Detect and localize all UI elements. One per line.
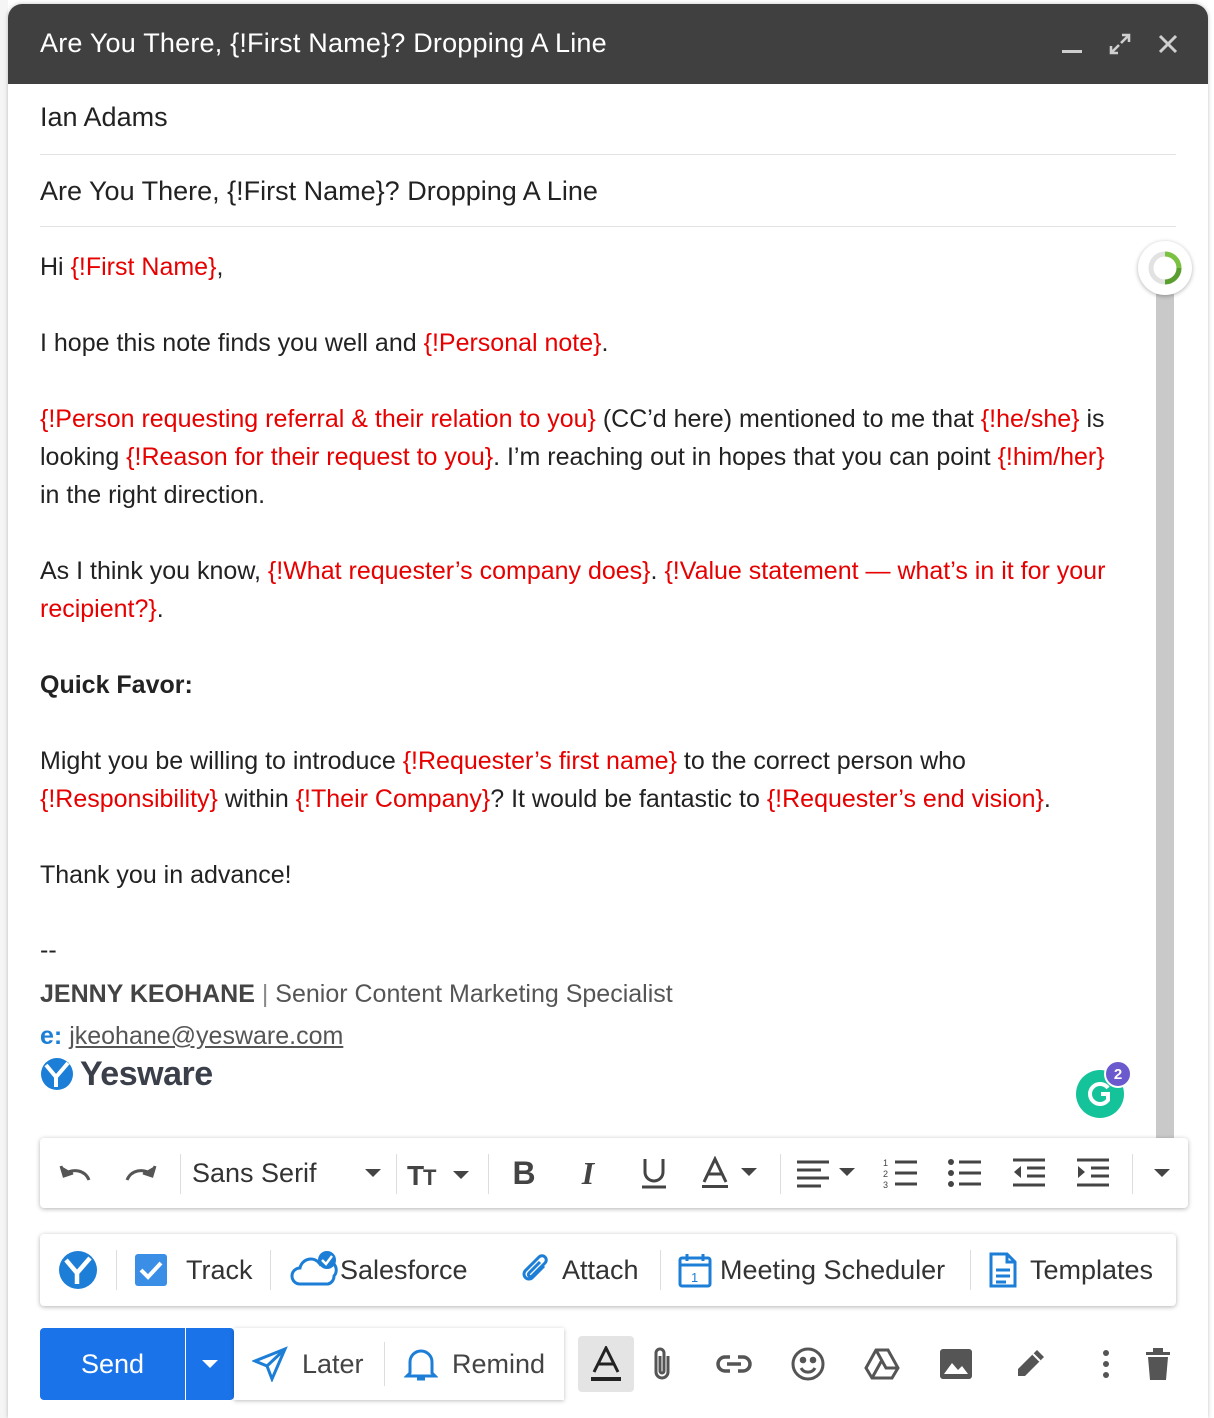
attach-button[interactable]: Attach bbox=[518, 1234, 639, 1306]
compose-title: Are You There, {!First Name}? Dropping A Line bbox=[40, 28, 607, 58]
italic-icon[interactable]: I bbox=[581, 1154, 595, 1191]
closing-line: Thank you in advance! bbox=[40, 861, 292, 889]
chevron-down-icon bbox=[201, 1359, 219, 1369]
variable-personal-note: {!Personal note} bbox=[423, 329, 602, 357]
variable-their-company: {!Their Company} bbox=[295, 785, 491, 813]
font-family-select[interactable]: Sans Serif bbox=[192, 1138, 382, 1208]
grammarly-badge: 2 bbox=[1104, 1060, 1132, 1088]
subject-field[interactable] bbox=[40, 176, 1176, 227]
salesforce-cloud-icon bbox=[290, 1250, 340, 1290]
track-checkbox-icon bbox=[134, 1253, 168, 1287]
formatting-toolbar bbox=[40, 1138, 1188, 1208]
variable-he-she: {!he/she} bbox=[980, 405, 1080, 433]
recipient-chip[interactable]: Ian Adams bbox=[40, 102, 168, 132]
close-icon[interactable] bbox=[1150, 26, 1186, 62]
bell-icon bbox=[404, 1346, 438, 1382]
quick-favor-heading: Quick Favor: bbox=[40, 671, 193, 699]
numbered-list-icon[interactable] bbox=[876, 1138, 926, 1208]
variable-company-does: {!What requester’s company does} bbox=[267, 557, 651, 585]
indent-more-icon[interactable] bbox=[1068, 1138, 1118, 1208]
track-toggle[interactable]: Track bbox=[134, 1234, 253, 1306]
document-icon bbox=[988, 1252, 1018, 1288]
message-body[interactable] bbox=[40, 248, 1120, 894]
svg-text:2: 2 bbox=[883, 1169, 889, 1179]
variable-value-statement: {!Value statement — what’s in it for your recipient?} bbox=[40, 557, 1106, 623]
attach-files-icon[interactable] bbox=[634, 1336, 690, 1392]
variable-responsibility: {!Responsibility} bbox=[40, 785, 218, 813]
paragraph-3: As I think you know, {!What requester’s company does}. {!Value statement — what’s in it for your recipient?}. bbox=[40, 557, 1106, 623]
undo-icon[interactable] bbox=[54, 1138, 98, 1208]
signature-role: Senior Content Marketing Specialist bbox=[275, 980, 673, 1008]
variable-person-requesting: {!Person requesting referral & their relation to you} bbox=[40, 405, 596, 433]
signature-email-line: e: jkeohane@yesware.com bbox=[40, 1022, 344, 1050]
svg-text:T: T bbox=[407, 1160, 425, 1189]
signature-dashes: -- bbox=[40, 936, 57, 964]
yesware-logo-icon bbox=[40, 1057, 78, 1091]
compose-window bbox=[8, 4, 1208, 1418]
svg-text:T: T bbox=[423, 1165, 437, 1189]
emoji-icon[interactable] bbox=[780, 1336, 836, 1392]
text-color-icon[interactable] bbox=[696, 1138, 766, 1208]
scrollbar-thumb[interactable] bbox=[1156, 294, 1174, 1138]
more-formatting-icon[interactable] bbox=[1144, 1138, 1180, 1208]
yesware-menu-icon[interactable] bbox=[58, 1234, 98, 1306]
calendar-icon bbox=[678, 1252, 712, 1288]
signature-name-line: JENNY KEOHANE | Senior Content Marketing Specialist bbox=[40, 980, 673, 1008]
bold-icon[interactable]: B bbox=[512, 1154, 536, 1191]
subject-text[interactable]: Are You There, {!First Name}? Dropping A Line bbox=[40, 176, 598, 206]
align-icon[interactable] bbox=[792, 1138, 862, 1208]
variable-him-her: {!him/her} bbox=[997, 443, 1105, 471]
variable-requester-first-name: {!Requester’s first name} bbox=[402, 747, 677, 775]
loading-spinner-icon bbox=[1138, 241, 1192, 295]
bulleted-list-icon[interactable] bbox=[940, 1138, 990, 1208]
svg-text:1: 1 bbox=[691, 1270, 699, 1285]
more-options-icon[interactable] bbox=[1088, 1336, 1124, 1392]
send-options-dropdown[interactable] bbox=[186, 1328, 234, 1400]
variable-reason: {!Reason for their request to you} bbox=[126, 443, 494, 471]
background-page-edge bbox=[0, 0, 8, 1418]
underline-icon[interactable] bbox=[630, 1138, 678, 1208]
indent-less-icon[interactable] bbox=[1004, 1138, 1054, 1208]
minimize-icon[interactable] bbox=[1054, 26, 1090, 62]
templates-button[interactable]: Templates bbox=[988, 1234, 1153, 1306]
compose-title-bar bbox=[8, 4, 1208, 84]
font-size-icon[interactable] bbox=[406, 1138, 472, 1208]
signature-pen-icon[interactable] bbox=[1002, 1336, 1058, 1392]
send-later-icon bbox=[252, 1346, 288, 1382]
later-remind-group bbox=[234, 1328, 564, 1400]
insert-link-icon[interactable] bbox=[706, 1336, 762, 1392]
greeting-line: Hi {!First Name}, bbox=[40, 253, 224, 281]
variable-end-vision: {!Requester’s end vision} bbox=[766, 785, 1044, 813]
to-field[interactable] bbox=[40, 102, 1176, 155]
insert-photo-icon[interactable] bbox=[928, 1336, 984, 1392]
grammarly-icon[interactable] bbox=[1076, 1065, 1124, 1118]
formatting-options-icon[interactable] bbox=[578, 1336, 634, 1392]
later-button[interactable]: Later bbox=[252, 1328, 364, 1400]
paragraph-4: Might you be willing to introduce {!Requester’s first name} to the correct person who {!Responsibility} within {!Their Company}? It would be fantastic to {!Requester’s end vision}. bbox=[40, 747, 1051, 813]
paragraph-1: I hope this note finds you well and {!Personal note}. bbox=[40, 329, 609, 357]
send-button[interactable]: Send bbox=[40, 1328, 185, 1400]
redo-icon[interactable] bbox=[118, 1138, 162, 1208]
discard-draft-icon[interactable] bbox=[1138, 1336, 1178, 1392]
meeting-scheduler-button[interactable]: 1 Meeting Scheduler bbox=[678, 1234, 945, 1306]
signature-email-link[interactable]: jkeohane@yesware.com bbox=[69, 1022, 344, 1050]
yesware-logo: Yesware bbox=[40, 1054, 213, 1094]
paperclip-icon bbox=[518, 1252, 554, 1288]
variable-first-name: {!First Name} bbox=[70, 253, 217, 281]
svg-text:1: 1 bbox=[883, 1158, 889, 1168]
expand-icon[interactable] bbox=[1102, 26, 1138, 62]
remind-button[interactable]: Remind bbox=[404, 1328, 545, 1400]
paragraph-2: {!Person requesting referral & their relation to you} (CC’d here) mentioned to me that {!he/she} is looking {!Reason for their request to you}. I’m reaching out in hopes that you can point {!him/her} in the right direction. bbox=[40, 405, 1105, 509]
salesforce-button[interactable]: Salesforce bbox=[290, 1234, 468, 1306]
bottom-action-bar bbox=[40, 1328, 1200, 1400]
svg-text:3: 3 bbox=[883, 1180, 889, 1189]
signature-name: JENNY KEOHANE bbox=[40, 980, 255, 1008]
yesware-toolbar bbox=[40, 1234, 1176, 1306]
google-drive-icon[interactable] bbox=[854, 1336, 910, 1392]
